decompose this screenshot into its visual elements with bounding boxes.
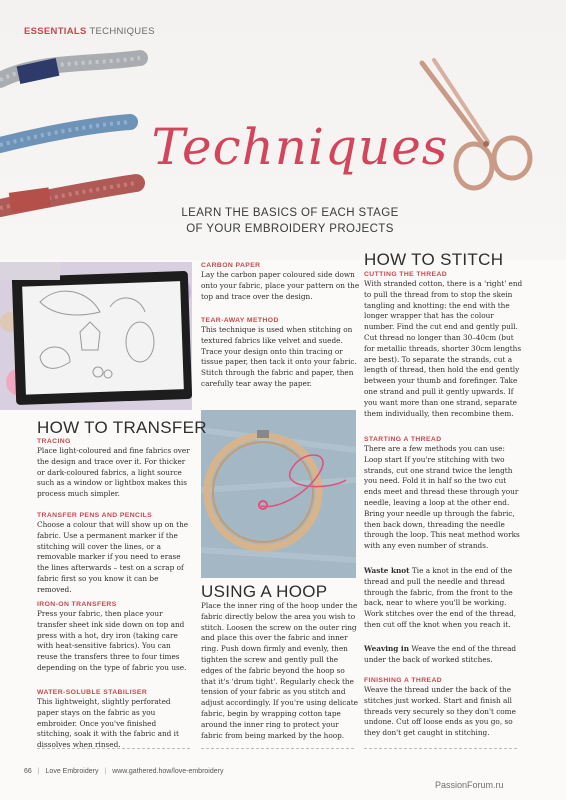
section-label: ESSENTIALS: [24, 26, 87, 37]
weaving-text: Weave the end of the thread under the back of worked stitches.: [364, 644, 517, 664]
hoop-photo: [201, 410, 356, 578]
page-subtitle: [140, 205, 440, 237]
column-divider-left: [37, 748, 190, 749]
magazine-name: Love Embroidery: [45, 768, 99, 775]
pens-heading: TRANSFER PENS AND PENCILS: [37, 512, 153, 519]
water-text: This lightweight, slightly perforated paper stays on the fabric as you embroider. Once you've finished stitching, soak it with the fabric and it dissolves when rinsed.: [37, 697, 179, 750]
transfer-title: HOW TO TRANSFER: [37, 418, 207, 437]
watermark: PassionForum.ru: [435, 780, 504, 790]
waste-knot-paragraph: [364, 566, 524, 631]
weaving-paragraph: [364, 644, 524, 666]
magazine-url[interactable]: www.gathered.how/love-embroidery: [112, 768, 224, 775]
stitch-title: HOW TO STITCH: [364, 250, 504, 269]
carbon-text: Lay the carbon paper coloured side down onto your fabric, place your pattern on the top and trace over the design.: [201, 270, 360, 301]
thread-skeins-illustration: [0, 40, 150, 240]
tracing-text: Place light-coloured and fine fabrics over the design and trace over it. For thicker or dark-coloured fabrics, a light source such as a window or lightbox makes this process much simpler.: [37, 446, 190, 499]
pens-text: Choose a colour that will show up on the fabric. Use a permanent marker if the stitching will cover the lines, or a removable marker if you need to erase the lines afterwards – test on a scrap of fabric first so you know it can be removed.: [37, 520, 189, 594]
water-heading: WATER-SOLUBLE STABILISER: [37, 689, 148, 696]
weaving-label: Weaving in: [364, 644, 410, 653]
page-number: 66: [24, 768, 32, 775]
column-divider-right: [364, 748, 517, 749]
hoop-text: Place the inner ring of the hoop under the fabric directly below the area you wish to stitch. Loosen the screw on the outer ring and place this over the fabric and inner ring. Push down firmly and evenly, then tighten the screw and gently pull the edges of the fabric beyond the hoop so that it's 'drum tight'. Regularly check the tension of your fabric as you stitch and adjust accordingly. If you're using delicate fabric, begin by wrapping cotton tape around the inner ring to protect your fabric from being marked by the hoop.: [201, 601, 358, 740]
tracing-heading: TRACING: [37, 438, 71, 445]
page-title: Techniques: [151, 118, 449, 176]
iron-heading: IRON-ON TRANSFERS: [37, 601, 117, 608]
lightbox-tracing-illustration: [0, 262, 192, 410]
tearaway-text: This technique is used when stitching on textured fabrics like velvet and suede. Trace your design onto thin tracing or tissue paper, then tack it onto your fabric. Stitch through the fabric and paper, then carefully tear away the paper.: [201, 325, 357, 388]
hoop-title: USING A HOOP: [201, 582, 328, 601]
cutting-text: With stranded cotton, there is a 'right' end to pull the thread from to stop the skein tangling and knotting: the end with the longer wrapper that has the colour number. Find the cut end and gently pull. Cut thread no longer than 30–40cm (but for metallic threads, shorter 30cm lengths are best). To separate the strands, cut a length of thread, then hold the end gently between your thumb and forefinger. Take one strand and pull it gently upwards. If you want more than one strand, separate them individually, then recombine them.: [364, 279, 523, 418]
finishing-text: Weave the thread under the back of the stitches just worked. Start and finish all threads very securely so they don't come undone. Cut off loose ends as you go, so they don't get caught in stitching.: [364, 685, 516, 738]
subtitle-line-2: OF YOUR EMBROIDERY PROJECTS: [186, 223, 394, 235]
embroidery-hoop-illustration: [201, 410, 356, 578]
column-divider-middle: [201, 748, 354, 749]
cutting-heading: CUTTING THE THREAD: [364, 271, 448, 278]
category-label: TECHNIQUES: [89, 26, 155, 37]
page-footer: 66 | Love Embroidery | www.gathered.how/love-embroidery: [24, 768, 224, 775]
tracing-photo: [0, 262, 192, 410]
waste-knot-label: Waste knot: [364, 566, 410, 575]
section-header: [24, 26, 155, 37]
waste-knot-text: Tie a knot in the end of the thread and pull the needle and thread through the fabric, from the front to the back, near to where you'll be working. Work stitches over the end of the thread, then cut off the knot when you reach it.: [364, 566, 517, 629]
starting-text: There are a few methods you can use: Loop start If you're stitching with two strands, cut one strand twice the length you need. Fold it in half so the two cut ends meet and thread these through your needle, leaving a loop at the other end. Bring your needle up through the fabric, then back down, threading the needle through the loop. This neat method works with any even number of strands.: [364, 444, 520, 551]
subtitle-line-1: LEARN THE BASICS OF EACH STAGE: [181, 207, 399, 219]
starting-heading: STARTING A THREAD: [364, 436, 442, 443]
carbon-heading: CARBON PAPER: [201, 262, 261, 269]
tearaway-heading: TEAR-AWAY METHOD: [201, 317, 279, 324]
finishing-heading: FINISHING A THREAD: [364, 677, 443, 684]
iron-text: Press your fabric, then place your transfer sheet ink side down on top and press with a hot, dry iron (taking care with heat-sensitive fabrics). You can reuse the transfers three to four times depending on the type of fabric you use.: [37, 609, 187, 672]
